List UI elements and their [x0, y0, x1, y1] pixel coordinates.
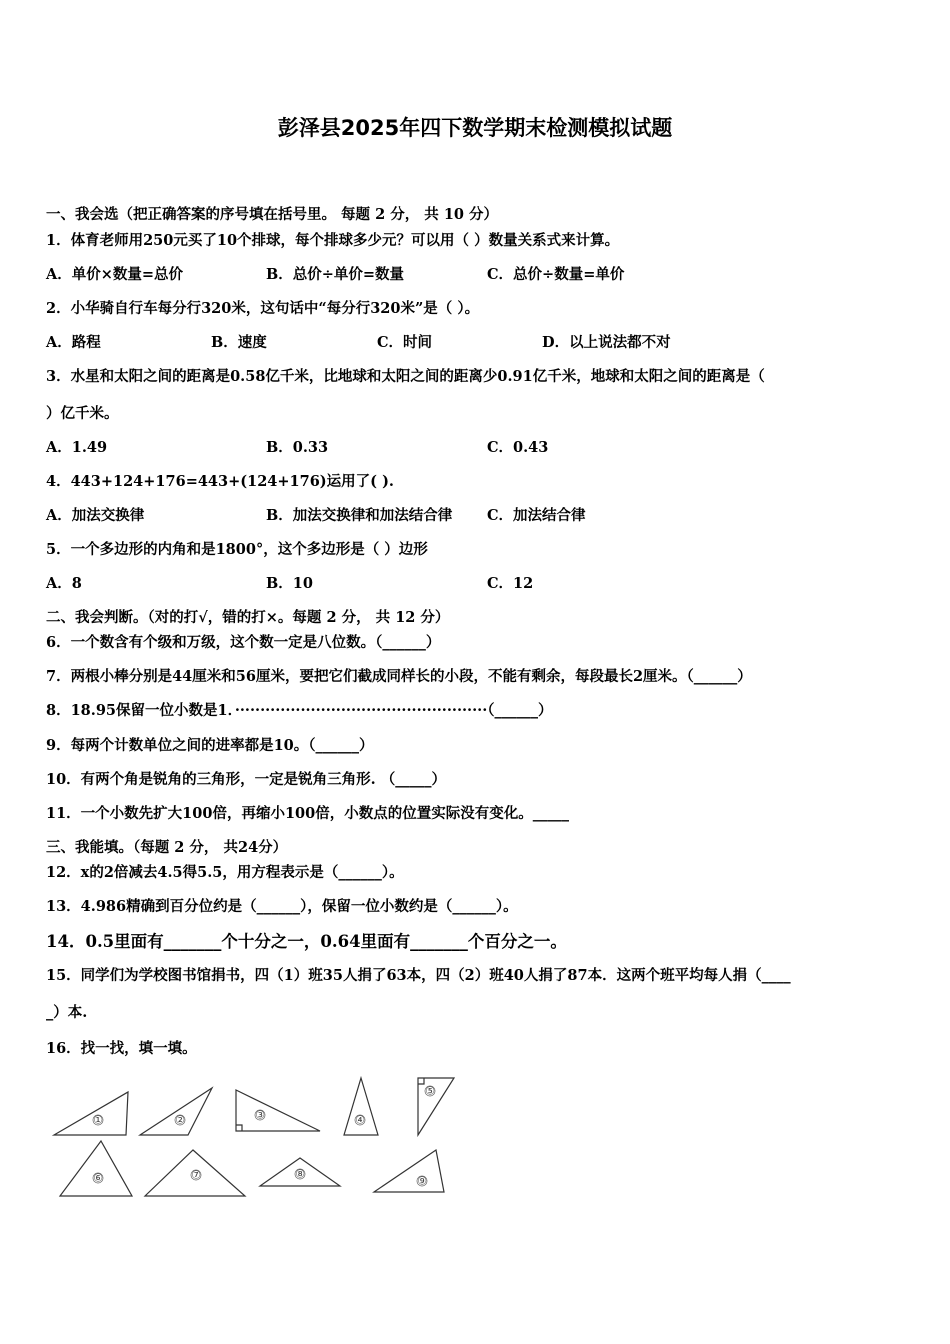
q2-option-a: A．路程 — [46, 334, 101, 351]
triangle-label-9: ⑨ — [417, 1174, 427, 1188]
question-11: 11．一个小数先扩大100倍，再缩小100倍，小数点的位置实际没有变化。_____ — [46, 805, 569, 822]
page-title: 彭泽县2025年四下数学期末检测模拟试题 — [277, 116, 673, 140]
triangles-figure — [46, 1068, 466, 1208]
section-3-heading: 三、我能填。（每题 2 分， 共24分） — [46, 839, 288, 856]
q1-option-a: A．单价×数量=总价 — [46, 266, 184, 283]
q4-option-c: C．加法结合律 — [487, 507, 586, 524]
q2-option-b: B．速度 — [211, 334, 267, 351]
question-10: 10．有两个角是锐角的三角形，一定是锐角三角形. （_____） — [46, 771, 447, 788]
q1-option-b: B．总价÷单价=数量 — [266, 266, 405, 283]
q2-option-d: D．以上说法都不对 — [542, 334, 671, 351]
q5-option-b: B．10 — [266, 575, 313, 592]
question-7: 7．两根小棒分别是44厘米和56厘米，要把它们截成同样长的小段，不能有剩余，每段最长2厘米。（______） — [46, 668, 752, 685]
q4-option-b: B．加法交换律和加法结合律 — [266, 507, 453, 524]
question-5: 5．一个多边形的内角和是1800°，这个多边形是（ ）边形 — [46, 541, 428, 558]
section-2-heading: 二、我会判断。（对的打√，错的打×。每题 2 分， 共 12 分） — [46, 609, 450, 626]
question-2: 2．小华骑自行车每分行320米，这句话中“每分行320米”是（ ）。 — [46, 300, 480, 317]
triangle-label-3: ③ — [255, 1108, 265, 1122]
question-12: 12．x的2倍减去4.5得5.5，用方程表示是（______）。 — [46, 864, 404, 881]
q5-option-a: A．8 — [46, 575, 82, 592]
question-1: 1．体育老师用250元买了10个排球，每个排球多少元？可以用（ ）数量关系式来计算。 — [46, 232, 620, 249]
section-1-heading: 一、我会选（把正确答案的序号填在括号里。 每题 2 分， 共 10 分） — [46, 206, 499, 223]
q2-option-c: C．时间 — [377, 334, 433, 351]
question-4: 4．443+124+176=443+(124+176)运用了( ). — [46, 473, 394, 490]
question-13: 13．4.986精确到百分位约是（______），保留一位小数约是（______）。 — [46, 898, 518, 915]
question-8: 8．18.95保留一位小数是1．··················································（______） — [46, 702, 553, 719]
triangle-label-7: ⑦ — [191, 1168, 201, 1182]
q3-option-c: C．0.43 — [487, 439, 549, 456]
question-3-line-1: 3．水星和太阳之间的距离是0.58亿千米，比地球和太阳之间的距离少0.91亿千米，地球和太阳之间的距离是（ — [46, 368, 765, 385]
question-15-line-1: 15．同学们为学校图书馆捐书，四（1）班35人捐了63本，四（2）班40人捐了87本．这两个班平均每人捐（____ — [46, 967, 791, 984]
triangle-label-6: ⑥ — [93, 1171, 103, 1185]
question-6: 6．一个数含有个级和万级，这个数一定是八位数。（______） — [46, 634, 441, 651]
q3-option-a: A．1.49 — [46, 439, 108, 456]
triangle-label-4: ④ — [355, 1113, 365, 1127]
triangles-svg — [46, 1068, 466, 1208]
q1-option-c: C．总价÷数量=单价 — [487, 266, 625, 283]
triangle-6 — [60, 1141, 132, 1196]
triangle-label-5: ⑤ — [425, 1084, 435, 1098]
right-angle-mark-5 — [418, 1078, 424, 1084]
q4-option-a: A．加法交换律 — [46, 507, 145, 524]
triangle-label-1: ① — [93, 1113, 103, 1127]
triangle-3 — [236, 1090, 320, 1131]
question-3-line-2: ）亿千米。 — [46, 405, 119, 422]
triangle-1 — [54, 1092, 128, 1135]
triangle-label-8: ⑧ — [295, 1167, 305, 1181]
question-9: 9．每两个计数单位之间的进率都是10。（______） — [46, 737, 374, 754]
q3-option-b: B．0.33 — [266, 439, 329, 456]
right-angle-mark-3 — [236, 1125, 242, 1131]
question-16: 16．找一找，填一填。 — [46, 1040, 197, 1057]
q5-option-c: C．12 — [487, 575, 534, 592]
triangle-label-2: ② — [175, 1113, 185, 1127]
question-14: 14．0.5里面有_______个十分之一，0.64里面有_______个百分之一。 — [46, 932, 567, 951]
triangle-5 — [418, 1078, 454, 1135]
triangle-2 — [140, 1088, 212, 1135]
triangle-9 — [374, 1150, 444, 1192]
question-15-line-2: _）本. — [46, 1004, 88, 1021]
